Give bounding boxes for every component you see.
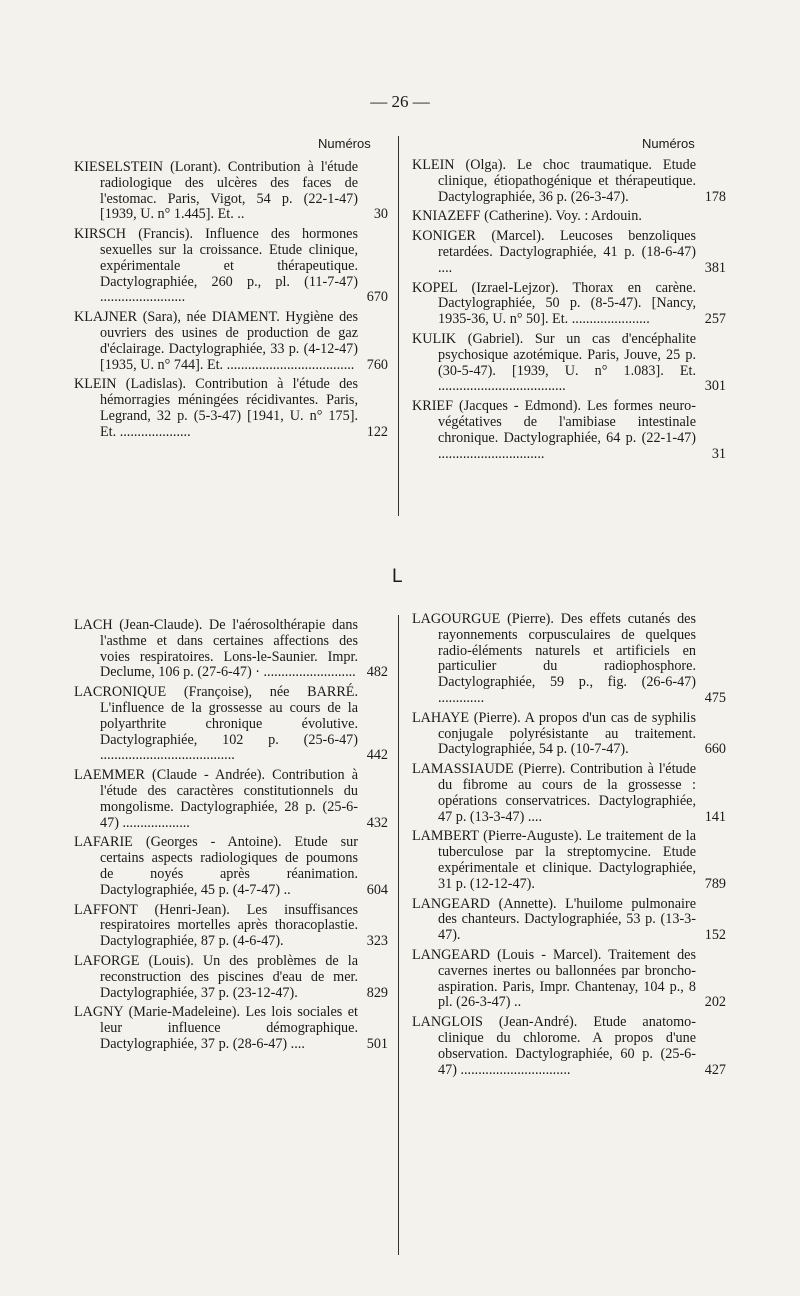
bibliography-entry [74,684,388,764]
entry-text: KLEIN (Ladislas). Contribution à l'étude des hémorragies méningées récidivantes. Paris, Legrand, 32 p. (5-3-47) [1941, U. n° 175]. Et. .................... [74,376,358,440]
entry-text: LAGNY (Marie-Madeleine). Les lois sociales et leur influence démographique. Dactylographiée, 37 p. (28-6-47) .... [74,1004,358,1052]
entry-number: 670 [366,289,388,306]
bibliography-entry [412,895,726,944]
entry-text: LAMASSIAUDE (Pierre). Contribution à l'étude du fibrome au cours de la grossesse : opérations conservatrices. Dactylographiée, 47 p. (13-3-47) .... [412,761,696,825]
bibliography-entry [412,709,726,758]
bibliography-entry [74,834,388,898]
bibliography-entry [74,952,388,1001]
bibliography-entry [412,398,726,462]
entry-text: LAFFONT (Henri-Jean). Les insuffisances respiratoires mortelles après thoracoplastie. Dactylographiée, 87 p. (4-6-47). [74,901,358,950]
bibliography-entry [412,611,726,707]
entry-number: 432 [366,814,388,831]
entry-number: 829 [366,984,388,1001]
column-heading-right: Numéros [642,136,695,151]
entry-number: 475 [704,689,726,706]
entry-number: 789 [704,875,726,892]
bibliography-entry [412,330,726,395]
entry-number: 323 [366,933,388,950]
bibliography-entry [74,309,388,373]
entry-number: 660 [704,741,726,758]
entry-text: KNIAZEFF (Catherine). Voy. : Ardouin. [412,208,642,225]
entry-text: LACH (Jean-Claude). De l'aérosolthérapie dans l'asthme et dans certaines affections des voies respiratoires. Lons-le-Saunier. Impr. Declume, 106 p. (27-6-47) · .......................... [74,617,358,681]
entry-text: KIESELSTEIN (Lorant). Contribution à l'étude radiologique des ulcères des faces de l'estomac. Paris, Vigot, 54 p. (22-1-47) [1939, U. n° 1.445]. Et. .. [74,159,358,223]
bibliography-entry [412,157,726,205]
bibliography-entry [74,226,388,306]
bibliography-entry [412,1014,726,1078]
bibliography-entry [412,828,726,892]
top-right-column [412,157,726,466]
bibliography-entry [412,209,696,225]
entry-text: KRIEF (Jacques - Edmond). Les formes neuro-végétatives de l'amibiase intestinale chronique. Dactylographiée, 64 p. (22-1-47) .............................. [412,398,696,462]
entry-number: 152 [704,927,726,944]
entry-number: 141 [704,808,726,825]
entry-text: LACRONIQUE (Françoise), née BARRÉ. L'influence de la grossesse au cours de la polyarthrite chronique évolutive. Dactylographiée, 102 p. (25-6-47) ...................................... [74,684,358,764]
entry-number: 482 [366,664,388,681]
entry-number: 760 [366,356,388,373]
bibliography-entry [74,1004,388,1052]
entry-text: LAFARIE (Georges - Antoine). Etude sur certains aspects radiologiques de poumons de noyés après réanimation. Dactylographiée, 45 p. (4-7-47) .. [74,834,358,898]
bibliography-entry [74,901,388,950]
entry-number: 30 [373,206,388,223]
bibliography-entry [74,159,388,223]
entry-text: LANGLOIS (Jean-André). Etude anatomo-clinique du chlorome. A propos d'une observation. Dactylographiée, 60 p. (25-6-47) ............................... [412,1014,696,1078]
entry-text: LAMBERT (Pierre-Auguste). Le traitement de la tuberculose par la streptomycine. Etude expérimentale et clinique. Dactylographiée, 31 p. (12-12-47). [412,828,696,892]
entry-text: KOPEL (Izrael-Lejzor). Thorax en carène. Dactylographiée, 50 p. (8-5-47). [Nancy, 1935-36, U. n° 50]. Et. ...................... [412,279,696,328]
bibliography-entry [412,279,726,328]
entry-number: 257 [704,311,726,328]
entry-number: 604 [366,881,388,898]
bibliography-entry [74,617,388,681]
entry-text: KONIGER (Marcel). Leucoses benzoliques retardées. Dactylographiée, 41 p. (18-6-47) .... [412,228,696,276]
entry-number: 381 [704,259,726,276]
top-left-column [74,159,388,445]
column-divider-top [398,136,399,516]
entry-text: LAEMMER (Claude - Andrée). Contribution à l'étude des caractères constitutionnels du mongolisme. Dactylographiée, 28 p. (25-6-47) ................... [74,767,358,831]
entry-text: LANGEARD (Annette). L'huilome pulmonaire des chanteurs. Dactylographiée, 53 p. (13-3-47). [412,895,696,944]
entry-text: KULIK (Gabriel). Sur un cas d'encéphalite psychosique azotémique. Paris, Jouve, 25 p. (30-5-47). [1939, U. n° 1.083]. Et. .................................... [412,330,696,395]
bibliography-entry [412,228,726,276]
column-heading-left: Numéros [318,136,371,151]
entry-number: 178 [704,188,726,205]
bottom-right-column [412,611,726,1082]
bibliography-entry [74,767,388,831]
section-letter: L [392,566,403,587]
entry-text: KLEIN (Olga). Le choc traumatique. Etude clinique, étiopathogénique et thérapeutique. Dactylographiée, 36 p. (26-3-47). [412,157,696,205]
entry-number: 301 [704,378,726,395]
column-divider-bottom [398,615,399,1255]
entry-text: LAGOURGUE (Pierre). Des effets cutanés des rayonnements corpusculaires de quelques radio-éléments naturels et artificiels en particulier du radiophosphore. Dactylographiée, 59 p., fig. (26-6-47) ............. [412,611,696,706]
entry-text: LAHAYE (Pierre). A propos d'un cas de syphilis conjugale polyrésistante au traitement. Dactylographiée, 54 p. (10-7-47). [412,709,696,758]
bibliography-entry [412,761,726,825]
bottom-left-column [74,617,388,1057]
entry-number: 122 [366,423,388,440]
bibliography-entry [74,376,388,440]
entry-number: 442 [366,747,388,764]
entry-text: LANGEARD (Louis - Marcel). Traitement des cavernes inertes ou ballonnées par broncho-aspiration. Paris, Impr. Chantenay, 104 p., 8 pl. (26-3-47) .. [412,946,696,1011]
bibliography-entry [412,946,726,1011]
entry-number: 31 [711,445,726,462]
entry-text: KLAJNER (Sara), née DIAMENT. Hygiène des ouvriers des usines de production de gaz d'éclairage. Dactylographiée, 33 p. (4-12-47) [1935, U. n° 744]. Et. .................................... [74,309,358,373]
entry-text: KIRSCH (Francis). Influence des hormones sexuelles sur la croissance. Etude clinique, expérimentale et thérapeutique. Dactylographiée, 260 p., pl. (11-7-47) ........................ [74,226,358,306]
entry-number: 202 [704,994,726,1011]
entry-text: LAFORGE (Louis). Un des problèmes de la reconstruction des piscines d'eau de mer. Dactylographiée, 37 p. (23-12-47). [74,952,358,1001]
entry-number: 427 [704,1061,726,1078]
entry-number: 501 [366,1035,388,1052]
page-number: — 26 — [370,92,430,111]
